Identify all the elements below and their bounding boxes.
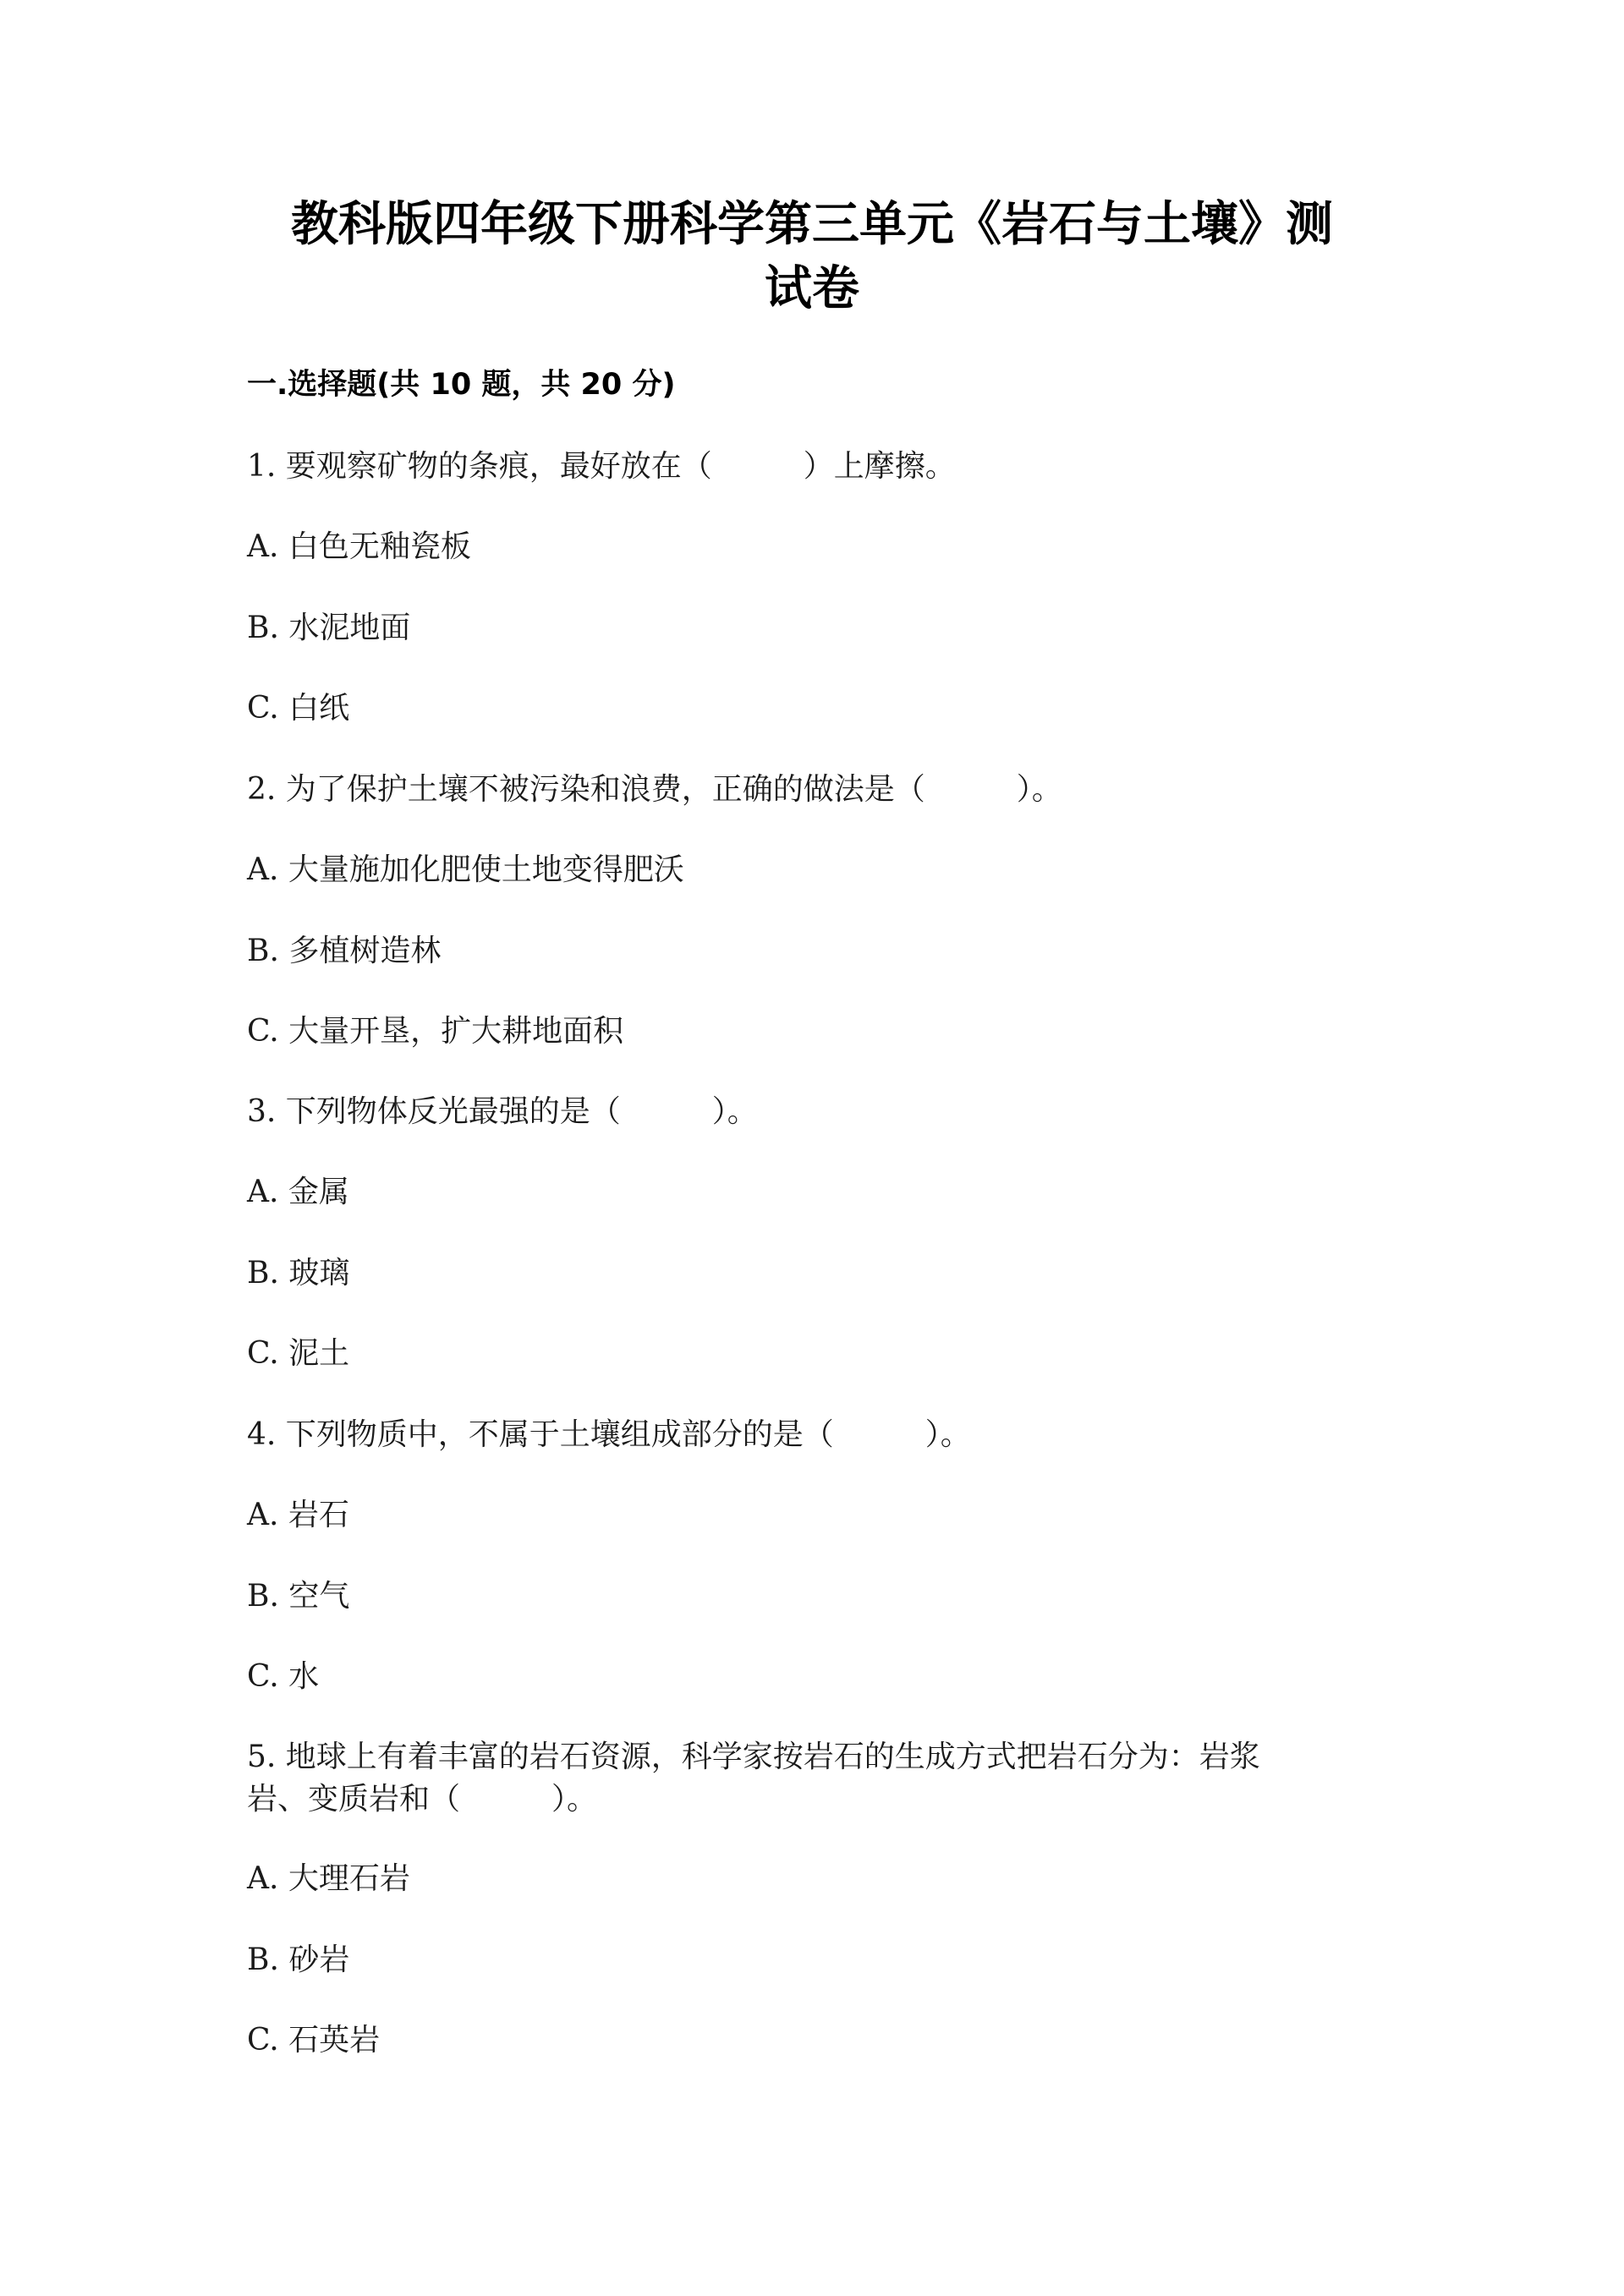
question-1-option-c: C. 白纸 [247, 691, 350, 726]
question-4-option-c: C. 水 [247, 1659, 320, 1694]
question-5-stem-line-1: 5. 地球上有着丰富的岩石资源，科学家按岩石的生成方式把岩石分为：岩浆 [247, 1740, 1260, 1774]
question-1-stem: 1. 要观察矿物的条痕，最好放在（ ）上摩擦。 [247, 449, 956, 484]
question-5-stem-line-2: 岩、变质岩和（ ）。 [247, 1782, 598, 1817]
question-4-stem: 4. 下列物质中，不属于土壤组成部分的是（ ）。 [247, 1417, 971, 1452]
document-title-line-2: 试卷 [765, 261, 859, 316]
question-3-option-c: C. 泥土 [247, 1336, 350, 1371]
document-title-line-1: 教科版四年级下册科学第三单元《岩石与土壤》测 [291, 197, 1333, 252]
question-5-option-c: C. 石英岩 [247, 2023, 381, 2058]
question-4-option-b: B. 空气 [247, 1579, 350, 1614]
question-2-option-c: C. 大量开垦，扩大耕地面积 [247, 1014, 624, 1049]
question-1-option-b: B. 水泥地面 [247, 611, 411, 645]
question-3-stem: 3. 下列物体反光最强的是（ ）。 [247, 1094, 758, 1129]
question-5-option-a: A. 大理石岩 [247, 1861, 410, 1896]
question-1-option-a: A. 白色无釉瓷板 [247, 529, 471, 564]
question-3-option-b: B. 玻璃 [247, 1256, 350, 1290]
question-5-option-b: B. 砂岩 [247, 1943, 350, 1977]
question-4-option-a: A. 岩石 [247, 1498, 349, 1532]
question-2-stem: 2. 为了保护土壤不被污染和浪费，正确的做法是（ ）。 [247, 772, 1062, 807]
question-2-option-a: A. 大量施加化肥使土地变得肥沃 [247, 852, 684, 887]
document-title [245, 193, 1379, 321]
question-2-option-b: B. 多植树造林 [247, 934, 442, 968]
question-3-option-a: A. 金属 [247, 1175, 349, 1209]
section-heading-multiple-choice: 一.选择题(共 10 题，共 20 分) [247, 368, 676, 402]
